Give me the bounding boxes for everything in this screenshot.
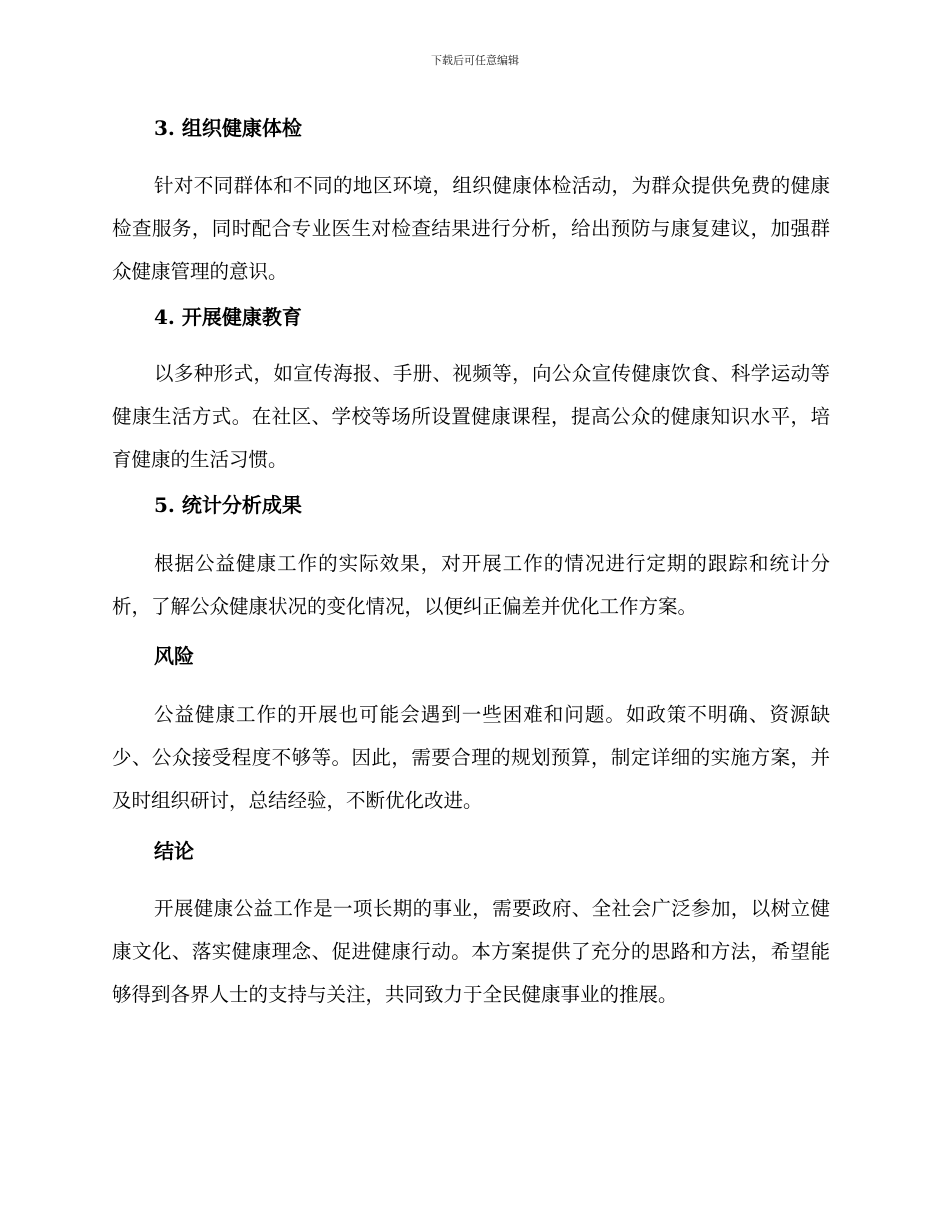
section-heading-conclusion: 结论 <box>154 839 194 863</box>
page-header: 下载后可任意编辑 <box>431 54 519 67</box>
section-paragraph-health-education: 以多种形式，如宣传海报、手册、视频等，向公众宣传健康饮食、科学运动等健康生活方式。在社区、学校等场所设置健康课程，提高公众的健康知识水平，培育健康的生活习惯。 <box>112 362 830 471</box>
section-paragraph-statistical-analysis: 根据公益健康工作的实际效果，对开展工作的情况进行定期的跟踪和统计分析，了解公众健康状况的变化情况，以便纠正偏差并优化工作方案。 <box>112 552 830 618</box>
section-heading-statistical-analysis: 5. 统计分析成果 <box>154 493 302 517</box>
section-heading-health-checkup: 3. 组织健康体检 <box>154 116 302 140</box>
section-paragraph-health-checkup: 针对不同群体和不同的地区环境，组织健康体检活动，为群众提供免费的健康检查服务，同时配合专业医生对检查结果进行分析，给出预防与康复建议，加强群众健康管理的意识。 <box>112 174 830 283</box>
document-body <box>112 108 830 1016</box>
section-heading-health-education: 4. 开展健康教育 <box>154 305 302 329</box>
section-paragraph-risks: 公益健康工作的开展也可能会遇到一些困难和问题。如政策不明确、资源缺少、公众接受程度不够等。因此，需要合理的规划预算，制定详细的实施方案，并及时组织研讨，总结经验，不断优化改进。 <box>112 703 830 812</box>
section-heading-risks: 风险 <box>154 644 194 668</box>
section-paragraph-conclusion: 开展健康公益工作是一项长期的事业，需要政府、全社会广泛参加，以树立健康文化、落实健康理念、促进健康行动。本方案提供了充分的思路和方法，希望能够得到各界人士的支持与关注，共同致力于全民健康事业的推展。 <box>112 897 830 1006</box>
